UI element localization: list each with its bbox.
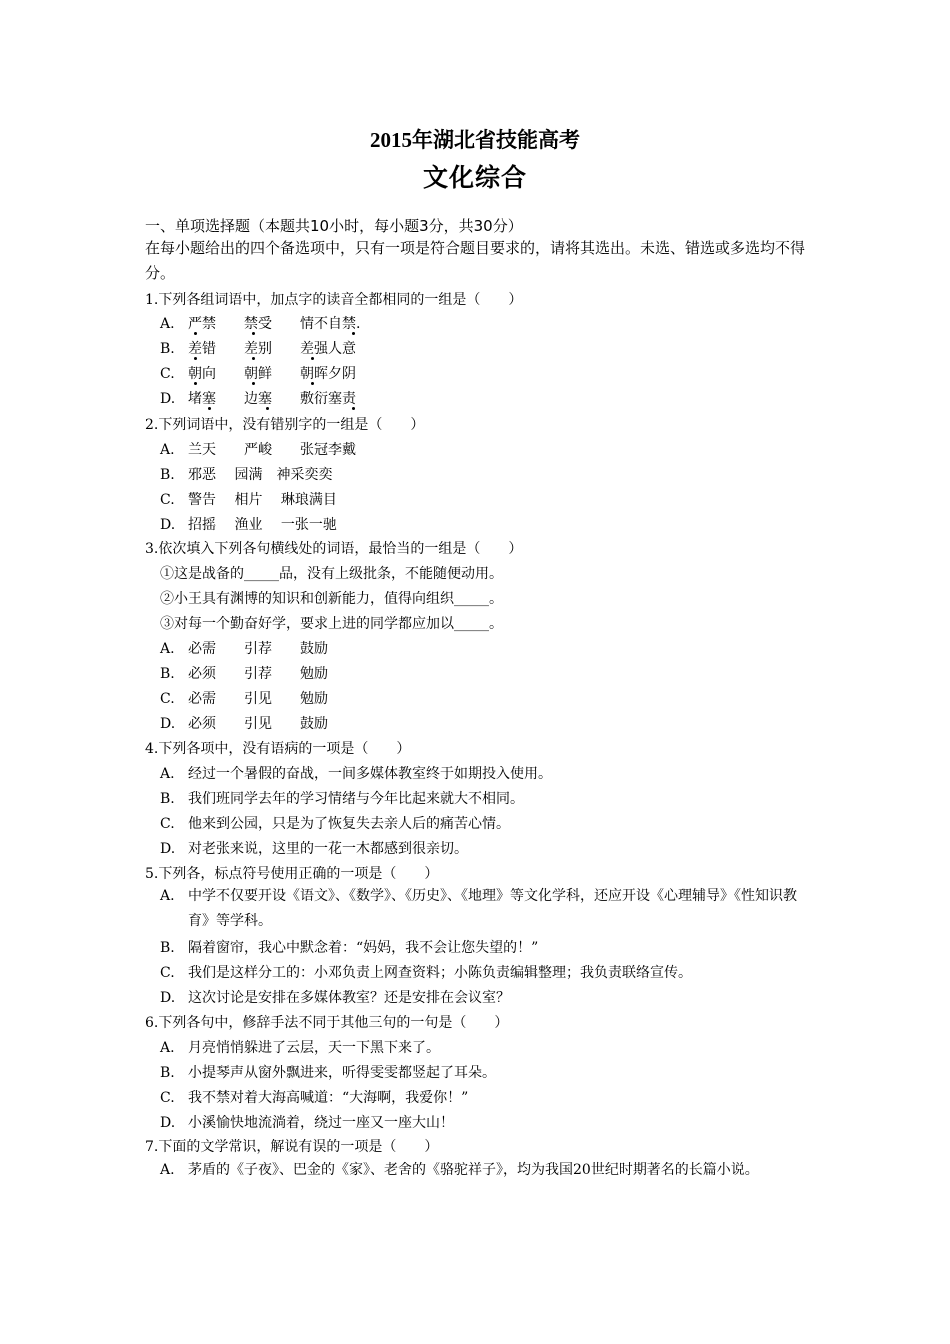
option-text: 差错 差别 差强人意	[188, 341, 356, 357]
option-text: 我们是这样分工的：小邓负责上网查资料；小陈负责编辑整理；我负责联络宣传。	[188, 965, 692, 981]
option-text: 这次讨论是安排在多媒体教室？还是安排在会议室？	[188, 990, 510, 1006]
question-1-option-c	[160, 363, 356, 383]
question-5-stem: 5.下列各，标点符号使用正确的一项是（ ）	[145, 866, 439, 882]
question-6-option-d	[160, 1112, 454, 1132]
option-label: B.	[160, 791, 175, 807]
option-text: 中学不仅要开设《语文》、《数学》、《历史》、《地理》等文化学科，还应开设《心理辅导》《性知识教育》等学科。	[188, 888, 797, 929]
question-5-option-b	[160, 937, 538, 957]
question-2-option-d	[160, 514, 337, 534]
question-7-stem: 7.下面的文学常识，解说有误的一项是（ ）	[145, 1139, 439, 1155]
question-4-stem: 4.下列各项中，没有语病的一项是（ ）	[145, 741, 411, 757]
question-1-option-d	[160, 388, 356, 408]
option-label: C.	[160, 816, 175, 832]
question-6-stem: 6.下列各句中，修辞手法不同于其他三句的一句是（ ）	[145, 1015, 509, 1031]
question-3-sentence-3: ③对每一个勤奋好学，要求上进的同学都应加以_____。	[160, 616, 503, 632]
option-text: 经过一个暑假的奋战，一间多媒体教室终于如期投入使用。	[188, 766, 552, 782]
emphasis-dot	[194, 382, 197, 385]
question-3-option-d	[160, 713, 328, 733]
exam-subtitle: 文化综合	[422, 165, 527, 192]
option-text: 隔着窗帘，我心中默念着：“妈妈，我不会让您失望的！”	[188, 940, 539, 956]
section-instructions: 在每小题给出的四个备选项中，只有一项是符合题目要求的，请将其选出。未选、错选或多选均不得分。	[145, 239, 806, 282]
option-text: 严禁 禁受 情不自禁.	[188, 316, 361, 332]
question-2-option-c	[160, 489, 337, 509]
question-3-sentence-1: ①这是战备的_____品，没有上级批条，不能随便动用。	[160, 566, 503, 582]
option-label: D.	[160, 1115, 176, 1131]
option-text: 他来到公园，只是为了恢复失去亲人后的痛苦心情。	[188, 816, 510, 832]
option-label: C.	[160, 366, 175, 382]
question-6-option-a	[160, 1037, 440, 1057]
option-label: B.	[160, 341, 175, 357]
option-text: 小提琴声从窗外飘进来，听得雯雯都竖起了耳朵。	[188, 1065, 496, 1081]
option-label: A.	[160, 442, 175, 458]
question-2-stem: 2.下列词语中，没有错别字的一组是（ ）	[145, 417, 425, 433]
question-1-stem: 1.下列各组词语中，加点字的读音全都相同的一组是（ ）	[145, 292, 523, 308]
option-text: 小溪愉快地流淌着，绕过一座又一座大山！	[188, 1115, 454, 1131]
question-3-option-b	[160, 663, 328, 683]
option-text: 堵塞 边塞 敷衍塞责	[188, 391, 356, 407]
option-text: 必须 引见 鼓励	[188, 716, 328, 732]
option-label: A.	[160, 1162, 175, 1178]
question-5-option-d	[160, 987, 510, 1007]
emphasis-dot	[352, 332, 355, 335]
emphasis-dot	[252, 357, 255, 360]
option-text: 对老张来说，这里的一花一木都感到很亲切。	[188, 841, 468, 857]
question-4-option-c	[160, 813, 510, 833]
question-3-option-c	[160, 688, 328, 708]
emphasis-dot	[194, 332, 197, 335]
exam-title: 2015年湖北省技能高考	[370, 128, 580, 152]
emphasis-dot	[311, 357, 314, 360]
option-text: 月亮悄悄躲进了云层，天一下黑下来了。	[188, 1040, 440, 1056]
option-label: B.	[160, 940, 175, 956]
option-label: C.	[160, 691, 175, 707]
option-label: A.	[160, 641, 175, 657]
option-label: A.	[160, 766, 175, 782]
question-4-option-d	[160, 838, 468, 858]
question-2-option-a	[160, 439, 356, 459]
option-label: D.	[160, 716, 176, 732]
question-3-option-a	[160, 638, 328, 658]
emphasis-dot	[311, 382, 314, 385]
option-text: 必需 引荐 鼓励	[188, 641, 328, 657]
option-label: D.	[160, 517, 176, 533]
option-label: C.	[160, 965, 175, 981]
option-text: 我们班同学去年的学习情绪与今年比起来就大不相同。	[188, 791, 524, 807]
section-heading: 一、单项选择题（本题共10小时，每小题3分，共30分）	[145, 217, 523, 235]
emphasis-dot	[252, 382, 255, 385]
option-text: 茅盾的《子夜》、巴金的《家》、老舍的《骆驼祥子》，均为我国20世纪时期著名的长篇小说。	[188, 1162, 759, 1178]
option-label: D.	[160, 391, 176, 407]
question-1-option-a	[160, 313, 360, 333]
emphasis-dot	[194, 357, 197, 360]
option-text: 兰天 严峻 张冠李戴	[188, 442, 356, 458]
option-text: 必须 引荐 勉励	[188, 666, 328, 682]
option-text: 必需 引见 勉励	[188, 691, 328, 707]
option-label: B.	[160, 1065, 175, 1081]
question-5-option-a	[160, 884, 814, 934]
question-4-option-a	[160, 763, 552, 783]
option-text: 招摇 渔业 一张一驰	[188, 517, 337, 533]
option-text: 警告 相片 琳琅满目	[188, 492, 337, 508]
question-3-stem: 3.依次填入下列各句横线处的词语，最恰当的一组是（ ）	[145, 541, 523, 557]
question-6-option-c	[160, 1087, 468, 1107]
option-label: A.	[160, 888, 175, 904]
question-1-option-b	[160, 338, 356, 358]
emphasis-dot	[352, 407, 355, 410]
option-label: A.	[160, 1040, 175, 1056]
emphasis-dot	[252, 332, 255, 335]
option-label: B.	[160, 467, 175, 483]
option-label: C.	[160, 492, 175, 508]
option-label: A.	[160, 316, 175, 332]
question-4-option-b	[160, 788, 524, 808]
question-3-sentence-2: ②小王具有渊博的知识和创新能力，值得向组织_____。	[160, 591, 503, 607]
option-label: D.	[160, 841, 176, 857]
emphasis-dot	[266, 407, 269, 410]
question-2-option-b	[160, 464, 332, 484]
option-text: 朝向 朝鲜 朝晖夕阴	[188, 366, 356, 382]
emphasis-dot	[208, 407, 211, 410]
option-label: D.	[160, 990, 176, 1006]
question-5-option-c	[160, 962, 692, 982]
option-text: 邪恶 园满 神采奕奕	[188, 467, 333, 483]
option-label: B.	[160, 666, 175, 682]
question-6-option-b	[160, 1062, 496, 1082]
option-label: C.	[160, 1090, 175, 1106]
option-text: 我不禁对着大海高喊道：“大海啊，我爱你！”	[188, 1090, 469, 1106]
question-7-option-a	[160, 1158, 814, 1183]
